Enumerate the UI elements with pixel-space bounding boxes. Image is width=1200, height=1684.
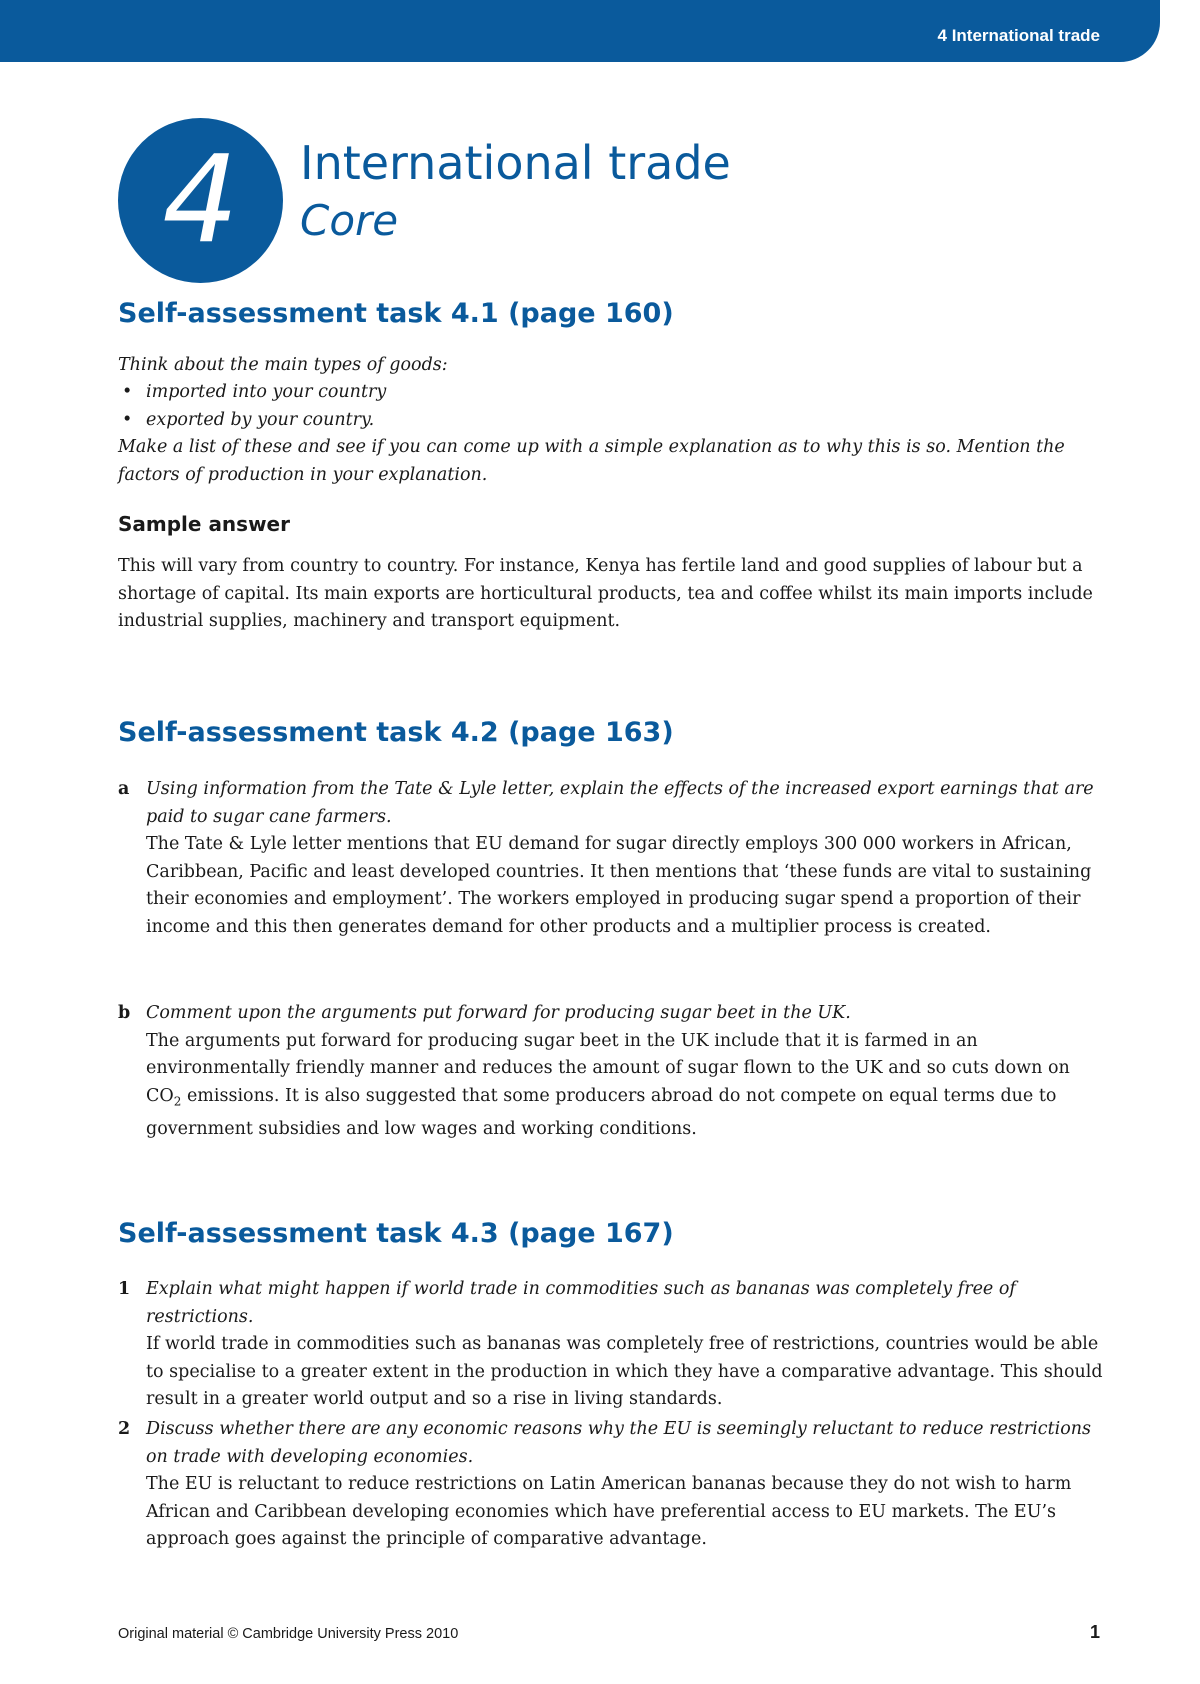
answer-text: If world trade in commodities such as bananas was completely free of restrictions, countries would be able to specialise to a greater extent in the production in which they have a comparative advantage. This should result in a greater world output and so a rise in living standards. <box>146 1334 1103 1409</box>
question-text: Using information from the Tate & Lyle letter, explain the effects of the increased export earnings that are paid to sugar cane farmers. <box>146 779 1094 827</box>
question-item-2 <box>118 1416 1108 1554</box>
footer-copyright: Original material © Cambridge University Press 2010 <box>118 1626 459 1642</box>
section-heading-4-3: Self-assessment task 4.3 (page 167) <box>118 1218 674 1249</box>
subscript-two: 2 <box>173 1094 182 1108</box>
question-text: Discuss whether there are any economic reasons why the EU is seemingly reluctant to reduce restrictions on trade with developing economies. <box>146 1419 1091 1467</box>
question-label: a <box>118 779 130 799</box>
question-item-a <box>118 776 1108 941</box>
running-head: 4 International trade <box>937 26 1100 45</box>
answer-text <box>146 1028 1108 1144</box>
chapter-number: 4 <box>162 131 239 270</box>
question-text: Comment upon the arguments put forward for producing sugar beet in the UK. <box>146 1003 851 1023</box>
question-item-1 <box>118 1276 1108 1414</box>
answer-text: The Tate & Lyle letter mentions that EU demand for sugar directly employs 300 000 workers in African, Caribbean, Pacific and least developed countries. It then mentions that ‘these funds are vital to sustaining their economies and employment’. The workers employed in producing sugar spend a proportion of their income and this then generates demand for other products and a multiplier process is created. <box>146 834 1092 937</box>
header-band <box>0 0 1160 62</box>
question-text: Explain what might happen if world trade in commodities such as bananas was completely free of restrictions. <box>146 1279 1016 1327</box>
chapter-subtitle: Core <box>300 196 399 245</box>
answer-text: The EU is reluctant to reduce restrictions on Latin American bananas because they do not wish to harm African and Caribbean developing economies which have preferential access to EU markets. The EU’s approach goes against the principle of comparative advantage. <box>146 1474 1072 1549</box>
page-number: 1 <box>1089 1622 1100 1642</box>
list-item: • imported into your country <box>118 379 386 407</box>
answer-text-part: emissions. It is also suggested that some producers abroad do not compete on equal terms due to government subsidies and low wages and working conditions. <box>146 1085 1057 1139</box>
question-label: b <box>118 1003 131 1023</box>
task-prompt-outro: Make a list of these and see if you can come up with a simple explanation as to why this is so. Mention the factors of production in your explanation. <box>118 437 1065 485</box>
chapter-title: International trade <box>300 136 731 190</box>
question-item-b <box>118 1000 1108 1143</box>
sample-answer-heading: Sample answer <box>118 512 290 536</box>
question-label: 2 <box>118 1419 131 1439</box>
sample-answer-text: This will vary from country to country. For instance, Kenya has fertile land and good supplies of labour but a shortage of capital. Its main exports are horticultural products, tea and coffee whilst its main imports include industrial supplies, machinery and transport equipment. <box>118 556 1093 631</box>
section-heading-4-1: Self-assessment task 4.1 (page 160) <box>118 298 674 329</box>
task-bullet-list <box>118 379 386 434</box>
answer-text-part: The arguments put forward for producing sugar beet in the UK include that it is farmed in an environmentally friendly manner and reduces the amount of sugar flown to the UK and so cuts down on CO <box>146 1030 1070 1106</box>
question-label: 1 <box>118 1279 131 1299</box>
task-prompt-intro: Think about the main types of goods: <box>118 355 448 375</box>
section-heading-4-2: Self-assessment task 4.2 (page 163) <box>118 717 674 748</box>
list-item: • exported by your country. <box>118 407 386 435</box>
chapter-number-badge <box>118 118 283 283</box>
